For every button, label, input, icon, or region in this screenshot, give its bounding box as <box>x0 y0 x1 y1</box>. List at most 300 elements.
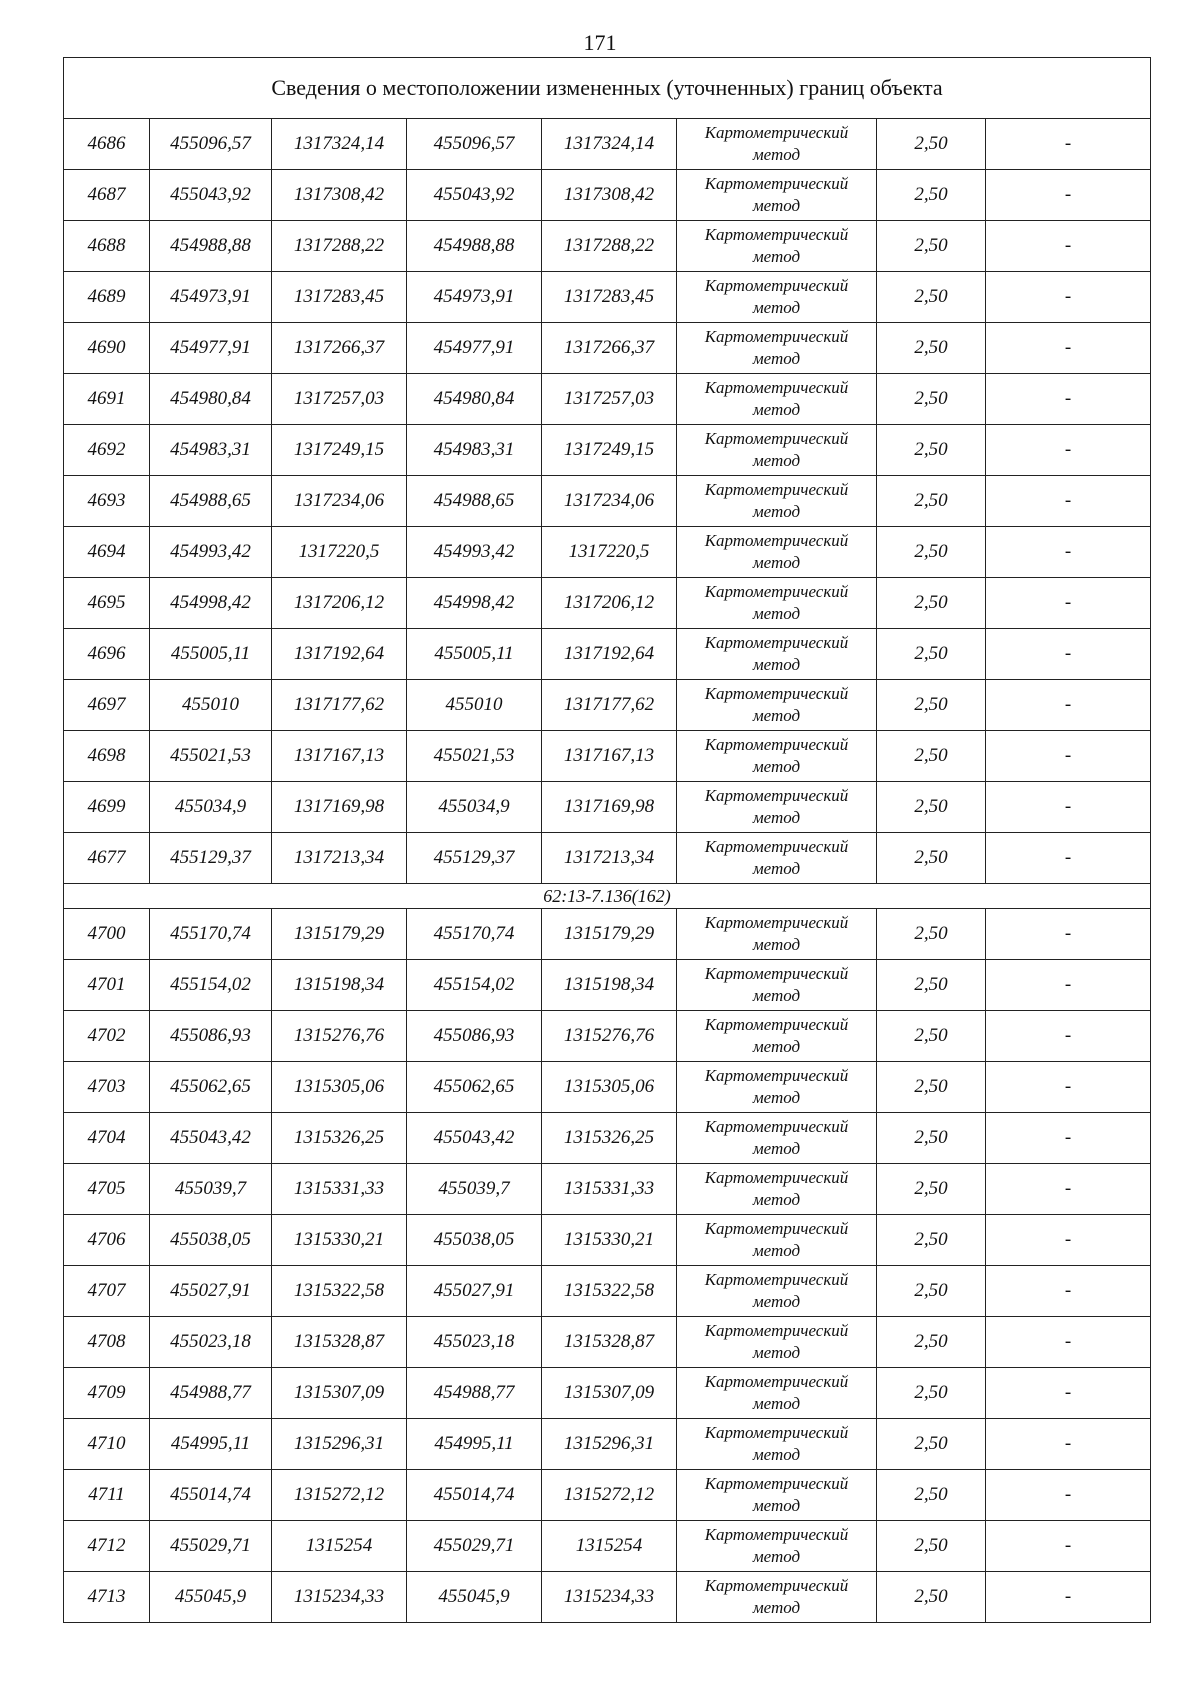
existing-x-cell: 455062,65 <box>150 1062 272 1113</box>
existing-x-cell: 455043,42 <box>150 1113 272 1164</box>
table-row <box>64 221 1151 272</box>
table-row <box>64 629 1151 680</box>
table-row <box>64 1572 1151 1623</box>
method-line2: метод <box>752 400 801 419</box>
existing-y-cell: 1315179,29 <box>272 909 407 960</box>
refined-x-cell: 454977,91 <box>407 323 542 374</box>
method-line2: метод <box>752 298 801 317</box>
method-cell <box>677 1419 877 1470</box>
method-line1: Картометрический <box>704 1525 849 1544</box>
note-cell: - <box>986 170 1151 221</box>
table-row <box>64 476 1151 527</box>
accuracy-cell: 2,50 <box>877 1062 986 1113</box>
method-line2: метод <box>752 1190 801 1209</box>
method-cell <box>677 680 877 731</box>
method-line1: Картометрический <box>704 633 849 652</box>
existing-y-cell: 1317324,14 <box>272 119 407 170</box>
accuracy-cell: 2,50 <box>877 1419 986 1470</box>
refined-y-cell: 1317213,34 <box>542 833 677 884</box>
method-line1: Картометрический <box>704 174 849 193</box>
method-line2: метод <box>752 502 801 521</box>
existing-x-cell: 455096,57 <box>150 119 272 170</box>
table-row <box>64 1113 1151 1164</box>
point-number-cell: 4687 <box>64 170 150 221</box>
existing-x-cell: 454995,11 <box>150 1419 272 1470</box>
point-number-cell: 4708 <box>64 1317 150 1368</box>
refined-y-cell: 1317249,15 <box>542 425 677 476</box>
method-line2: метод <box>752 1547 801 1566</box>
point-number-cell: 4704 <box>64 1113 150 1164</box>
method-line2: метод <box>752 986 801 1005</box>
refined-x-cell: 455045,9 <box>407 1572 542 1623</box>
existing-x-cell: 455027,91 <box>150 1266 272 1317</box>
method-line1: Картометрический <box>704 1015 849 1034</box>
table-row <box>64 1164 1151 1215</box>
refined-x-cell: 454983,31 <box>407 425 542 476</box>
method-cell <box>677 1317 877 1368</box>
accuracy-cell: 2,50 <box>877 782 986 833</box>
refined-y-cell: 1317206,12 <box>542 578 677 629</box>
refined-x-cell: 455010 <box>407 680 542 731</box>
point-number-cell: 4700 <box>64 909 150 960</box>
existing-x-cell: 455129,37 <box>150 833 272 884</box>
point-number-cell: 4677 <box>64 833 150 884</box>
refined-y-cell: 1317167,13 <box>542 731 677 782</box>
method-cell <box>677 1062 877 1113</box>
note-cell: - <box>986 1470 1151 1521</box>
method-line2: метод <box>752 757 801 776</box>
table-body <box>64 58 1151 1623</box>
refined-x-cell: 455170,74 <box>407 909 542 960</box>
existing-y-cell: 1315272,12 <box>272 1470 407 1521</box>
note-cell: - <box>986 1011 1151 1062</box>
method-line2: метод <box>752 349 801 368</box>
table-row <box>64 960 1151 1011</box>
existing-x-cell: 455045,9 <box>150 1572 272 1623</box>
point-number-cell: 4695 <box>64 578 150 629</box>
existing-y-cell: 1315234,33 <box>272 1572 407 1623</box>
point-number-cell: 4705 <box>64 1164 150 1215</box>
existing-y-cell: 1317283,45 <box>272 272 407 323</box>
table-header-row <box>64 58 1151 119</box>
method-cell <box>677 374 877 425</box>
existing-x-cell: 454983,31 <box>150 425 272 476</box>
table-row <box>64 1521 1151 1572</box>
method-line1: Картометрический <box>704 1321 849 1340</box>
method-cell <box>677 272 877 323</box>
table-row <box>64 1419 1151 1470</box>
method-cell <box>677 1521 877 1572</box>
method-cell <box>677 119 877 170</box>
accuracy-cell: 2,50 <box>877 1521 986 1572</box>
method-line1: Картометрический <box>704 123 849 142</box>
existing-y-cell: 1317192,64 <box>272 629 407 680</box>
method-line1: Картометрический <box>704 531 849 550</box>
refined-x-cell: 455086,93 <box>407 1011 542 1062</box>
refined-y-cell: 1317192,64 <box>542 629 677 680</box>
refined-x-cell: 455014,74 <box>407 1470 542 1521</box>
method-cell <box>677 170 877 221</box>
accuracy-cell: 2,50 <box>877 629 986 680</box>
method-cell <box>677 476 877 527</box>
method-cell <box>677 425 877 476</box>
accuracy-cell: 2,50 <box>877 323 986 374</box>
existing-y-cell: 1315322,58 <box>272 1266 407 1317</box>
point-number-cell: 4712 <box>64 1521 150 1572</box>
refined-y-cell: 1317283,45 <box>542 272 677 323</box>
existing-y-cell: 1317234,06 <box>272 476 407 527</box>
method-line1: Картометрический <box>704 786 849 805</box>
note-cell: - <box>986 1317 1151 1368</box>
refined-y-cell: 1315272,12 <box>542 1470 677 1521</box>
point-number-cell: 4697 <box>64 680 150 731</box>
existing-x-cell: 455023,18 <box>150 1317 272 1368</box>
refined-x-cell: 454988,88 <box>407 221 542 272</box>
note-cell: - <box>986 782 1151 833</box>
note-cell: - <box>986 909 1151 960</box>
method-line1: Картометрический <box>704 1576 849 1595</box>
accuracy-cell: 2,50 <box>877 909 986 960</box>
method-cell <box>677 1470 877 1521</box>
existing-y-cell: 1317249,15 <box>272 425 407 476</box>
refined-y-cell: 1317308,42 <box>542 170 677 221</box>
method-cell <box>677 323 877 374</box>
section-header-row <box>64 884 1151 909</box>
method-line2: метод <box>752 706 801 725</box>
method-line1: Картометрический <box>704 327 849 346</box>
point-number-cell: 4711 <box>64 1470 150 1521</box>
coordinates-table <box>63 57 1151 1623</box>
existing-x-cell: 455029,71 <box>150 1521 272 1572</box>
refined-x-cell: 455038,05 <box>407 1215 542 1266</box>
existing-x-cell: 454973,91 <box>150 272 272 323</box>
refined-y-cell: 1315326,25 <box>542 1113 677 1164</box>
method-cell <box>677 782 877 833</box>
point-number-cell: 4706 <box>64 1215 150 1266</box>
point-number-cell: 4691 <box>64 374 150 425</box>
refined-y-cell: 1317324,14 <box>542 119 677 170</box>
method-line1: Картометрический <box>704 225 849 244</box>
note-cell: - <box>986 425 1151 476</box>
accuracy-cell: 2,50 <box>877 170 986 221</box>
point-number-cell: 4688 <box>64 221 150 272</box>
accuracy-cell: 2,50 <box>877 1215 986 1266</box>
accuracy-cell: 2,50 <box>877 1368 986 1419</box>
method-cell <box>677 1011 877 1062</box>
accuracy-cell: 2,50 <box>877 119 986 170</box>
existing-x-cell: 454998,42 <box>150 578 272 629</box>
existing-y-cell: 1317213,34 <box>272 833 407 884</box>
refined-x-cell: 455043,92 <box>407 170 542 221</box>
page-number: 171 <box>583 30 617 55</box>
existing-y-cell: 1317169,98 <box>272 782 407 833</box>
method-line1: Картометрический <box>704 1168 849 1187</box>
table-row <box>64 170 1151 221</box>
refined-y-cell: 1317169,98 <box>542 782 677 833</box>
accuracy-cell: 2,50 <box>877 833 986 884</box>
accuracy-cell: 2,50 <box>877 1470 986 1521</box>
existing-x-cell: 455154,02 <box>150 960 272 1011</box>
refined-y-cell: 1315322,58 <box>542 1266 677 1317</box>
point-number-cell: 4698 <box>64 731 150 782</box>
existing-y-cell: 1315296,31 <box>272 1419 407 1470</box>
refined-x-cell: 455154,02 <box>407 960 542 1011</box>
point-number-cell: 4694 <box>64 527 150 578</box>
refined-x-cell: 455062,65 <box>407 1062 542 1113</box>
method-cell <box>677 1572 877 1623</box>
method-cell <box>677 1164 877 1215</box>
accuracy-cell: 2,50 <box>877 1317 986 1368</box>
refined-x-cell: 454988,65 <box>407 476 542 527</box>
existing-x-cell: 454988,88 <box>150 221 272 272</box>
existing-y-cell: 1317266,37 <box>272 323 407 374</box>
method-cell <box>677 960 877 1011</box>
existing-x-cell: 455086,93 <box>150 1011 272 1062</box>
note-cell: - <box>986 527 1151 578</box>
method-line2: метод <box>752 1241 801 1260</box>
point-number-cell: 4709 <box>64 1368 150 1419</box>
note-cell: - <box>986 1113 1151 1164</box>
accuracy-cell: 2,50 <box>877 374 986 425</box>
point-number-cell: 4690 <box>64 323 150 374</box>
note-cell: - <box>986 1572 1151 1623</box>
refined-y-cell: 1317234,06 <box>542 476 677 527</box>
existing-x-cell: 455014,74 <box>150 1470 272 1521</box>
accuracy-cell: 2,50 <box>877 476 986 527</box>
method-cell <box>677 1266 877 1317</box>
method-line1: Картометрический <box>704 429 849 448</box>
note-cell: - <box>986 272 1151 323</box>
point-number-cell: 4689 <box>64 272 150 323</box>
existing-y-cell: 1315305,06 <box>272 1062 407 1113</box>
method-line1: Картометрический <box>704 1066 849 1085</box>
existing-x-cell: 455039,7 <box>150 1164 272 1215</box>
refined-x-cell: 454998,42 <box>407 578 542 629</box>
accuracy-cell: 2,50 <box>877 731 986 782</box>
note-cell: - <box>986 960 1151 1011</box>
refined-y-cell: 1315331,33 <box>542 1164 677 1215</box>
method-line2: метод <box>752 1343 801 1362</box>
method-line2: метод <box>752 1598 801 1617</box>
existing-y-cell: 1317308,42 <box>272 170 407 221</box>
accuracy-cell: 2,50 <box>877 221 986 272</box>
existing-y-cell: 1315326,25 <box>272 1113 407 1164</box>
refined-y-cell: 1315305,06 <box>542 1062 677 1113</box>
refined-y-cell: 1317177,62 <box>542 680 677 731</box>
table-row <box>64 425 1151 476</box>
table-row <box>64 782 1151 833</box>
method-line1: Картометрический <box>704 1117 849 1136</box>
table-row <box>64 1215 1151 1266</box>
point-number-cell: 4686 <box>64 119 150 170</box>
refined-x-cell: 455023,18 <box>407 1317 542 1368</box>
existing-x-cell: 455034,9 <box>150 782 272 833</box>
method-line1: Картометрический <box>704 913 849 932</box>
refined-x-cell: 455043,42 <box>407 1113 542 1164</box>
method-line2: метод <box>752 145 801 164</box>
method-line1: Картометрический <box>704 582 849 601</box>
existing-x-cell: 455021,53 <box>150 731 272 782</box>
method-cell <box>677 833 877 884</box>
note-cell: - <box>986 323 1151 374</box>
refined-y-cell: 1317220,5 <box>542 527 677 578</box>
refined-y-cell: 1315296,31 <box>542 1419 677 1470</box>
method-cell <box>677 629 877 680</box>
accuracy-cell: 2,50 <box>877 425 986 476</box>
table-row <box>64 323 1151 374</box>
refined-x-cell: 455034,9 <box>407 782 542 833</box>
method-line2: метод <box>752 1445 801 1464</box>
table-row <box>64 272 1151 323</box>
point-number-cell: 4707 <box>64 1266 150 1317</box>
note-cell: - <box>986 833 1151 884</box>
method-line2: метод <box>752 655 801 674</box>
refined-x-cell: 455005,11 <box>407 629 542 680</box>
existing-x-cell: 455170,74 <box>150 909 272 960</box>
existing-x-cell: 454980,84 <box>150 374 272 425</box>
refined-y-cell: 1317257,03 <box>542 374 677 425</box>
point-number-cell: 4692 <box>64 425 150 476</box>
method-cell <box>677 1215 877 1266</box>
accuracy-cell: 2,50 <box>877 960 986 1011</box>
method-line1: Картометрический <box>704 276 849 295</box>
note-cell: - <box>986 629 1151 680</box>
accuracy-cell: 2,50 <box>877 578 986 629</box>
method-cell <box>677 527 877 578</box>
refined-x-cell: 455129,37 <box>407 833 542 884</box>
existing-y-cell: 1317167,13 <box>272 731 407 782</box>
existing-y-cell: 1317288,22 <box>272 221 407 272</box>
method-cell <box>677 909 877 960</box>
refined-x-cell: 455096,57 <box>407 119 542 170</box>
method-line1: Картометрический <box>704 1474 849 1493</box>
existing-y-cell: 1315331,33 <box>272 1164 407 1215</box>
refined-y-cell: 1315328,87 <box>542 1317 677 1368</box>
refined-x-cell: 455021,53 <box>407 731 542 782</box>
refined-y-cell: 1317266,37 <box>542 323 677 374</box>
existing-y-cell: 1317257,03 <box>272 374 407 425</box>
existing-y-cell: 1317206,12 <box>272 578 407 629</box>
refined-y-cell: 1315198,34 <box>542 960 677 1011</box>
existing-y-cell: 1317220,5 <box>272 527 407 578</box>
existing-x-cell: 455005,11 <box>150 629 272 680</box>
point-number-cell: 4696 <box>64 629 150 680</box>
note-cell: - <box>986 374 1151 425</box>
table-row <box>64 119 1151 170</box>
existing-x-cell: 454988,77 <box>150 1368 272 1419</box>
method-cell <box>677 578 877 629</box>
note-cell: - <box>986 578 1151 629</box>
table-row <box>64 1266 1151 1317</box>
method-cell <box>677 1368 877 1419</box>
existing-x-cell: 454988,65 <box>150 476 272 527</box>
method-line2: метод <box>752 859 801 878</box>
note-cell: - <box>986 119 1151 170</box>
refined-y-cell: 1315330,21 <box>542 1215 677 1266</box>
accuracy-cell: 2,50 <box>877 527 986 578</box>
accuracy-cell: 2,50 <box>877 1164 986 1215</box>
point-number-cell: 4693 <box>64 476 150 527</box>
refined-y-cell: 1315179,29 <box>542 909 677 960</box>
method-line2: метод <box>752 604 801 623</box>
refined-y-cell: 1315276,76 <box>542 1011 677 1062</box>
method-line2: метод <box>752 451 801 470</box>
table-row <box>64 578 1151 629</box>
refined-x-cell: 455039,7 <box>407 1164 542 1215</box>
point-number-cell: 4703 <box>64 1062 150 1113</box>
table-row <box>64 1011 1151 1062</box>
table-row <box>64 680 1151 731</box>
table-row <box>64 1062 1151 1113</box>
method-line1: Картометрический <box>704 1219 849 1238</box>
note-cell: - <box>986 1368 1151 1419</box>
method-line1: Картометрический <box>704 1270 849 1289</box>
method-cell <box>677 731 877 782</box>
table-row <box>64 1368 1151 1419</box>
table-row <box>64 833 1151 884</box>
existing-x-cell: 454977,91 <box>150 323 272 374</box>
existing-x-cell: 455043,92 <box>150 170 272 221</box>
method-line1: Картометрический <box>704 480 849 499</box>
existing-y-cell: 1315328,87 <box>272 1317 407 1368</box>
accuracy-cell: 2,50 <box>877 272 986 323</box>
existing-y-cell: 1315307,09 <box>272 1368 407 1419</box>
method-line2: метод <box>752 1394 801 1413</box>
existing-x-cell: 454993,42 <box>150 527 272 578</box>
method-line2: метод <box>752 1037 801 1056</box>
method-cell <box>677 221 877 272</box>
refined-x-cell: 454973,91 <box>407 272 542 323</box>
refined-y-cell: 1315234,33 <box>542 1572 677 1623</box>
method-line2: метод <box>752 247 801 266</box>
existing-x-cell: 455010 <box>150 680 272 731</box>
point-number-cell: 4702 <box>64 1011 150 1062</box>
method-line1: Картометрический <box>704 1423 849 1442</box>
existing-y-cell: 1315330,21 <box>272 1215 407 1266</box>
accuracy-cell: 2,50 <box>877 1011 986 1062</box>
accuracy-cell: 2,50 <box>877 1113 986 1164</box>
refined-x-cell: 454980,84 <box>407 374 542 425</box>
method-line1: Картометрический <box>704 684 849 703</box>
table-row <box>64 374 1151 425</box>
section-label: 62:13-7.136(162) <box>64 884 1151 909</box>
method-line2: метод <box>752 1496 801 1515</box>
method-line1: Картометрический <box>704 378 849 397</box>
table-row <box>64 1317 1151 1368</box>
note-cell: - <box>986 476 1151 527</box>
note-cell: - <box>986 1062 1151 1113</box>
method-line2: метод <box>752 935 801 954</box>
method-line1: Картометрический <box>704 964 849 983</box>
refined-y-cell: 1317288,22 <box>542 221 677 272</box>
refined-x-cell: 454988,77 <box>407 1368 542 1419</box>
refined-y-cell: 1315307,09 <box>542 1368 677 1419</box>
method-line2: метод <box>752 1088 801 1107</box>
note-cell: - <box>986 1215 1151 1266</box>
method-line2: метод <box>752 1139 801 1158</box>
note-cell: - <box>986 221 1151 272</box>
point-number-cell: 4710 <box>64 1419 150 1470</box>
note-cell: - <box>986 731 1151 782</box>
note-cell: - <box>986 680 1151 731</box>
method-line1: Картометрический <box>704 1372 849 1391</box>
accuracy-cell: 2,50 <box>877 680 986 731</box>
method-cell <box>677 1113 877 1164</box>
point-number-cell: 4713 <box>64 1572 150 1623</box>
note-cell: - <box>986 1419 1151 1470</box>
table-title: Сведения о местоположении измененных (уточненных) границ объекта <box>64 58 1151 119</box>
refined-x-cell: 454995,11 <box>407 1419 542 1470</box>
